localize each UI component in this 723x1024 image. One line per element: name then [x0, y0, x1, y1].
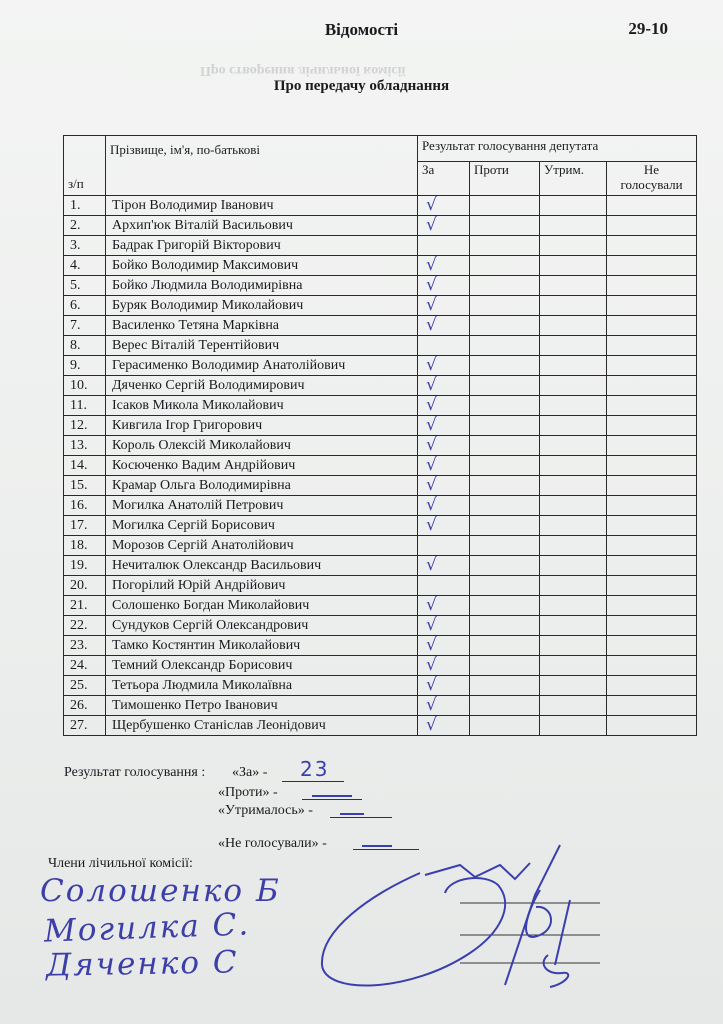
result-utrym-label: «Утрималось» -	[218, 803, 313, 818]
vote-za-cell	[418, 636, 470, 656]
vote-utrym-cell	[540, 496, 607, 516]
row-number: 16.	[64, 496, 106, 516]
row-number: 9.	[64, 356, 106, 376]
col-header-utrym: Утрим.	[540, 161, 607, 195]
check-mark-icon: √	[426, 715, 437, 735]
vote-proty-cell	[470, 316, 540, 336]
deputy-name: Герасименко Володимир Анатолійович	[106, 356, 418, 376]
deputy-name: Темний Олександр Борисович	[106, 656, 418, 676]
check-mark-icon: √	[426, 435, 437, 455]
signature-scribble	[300, 835, 630, 1000]
table-row	[64, 436, 697, 456]
table-row	[64, 336, 697, 356]
col-header-proty: Проти	[470, 161, 540, 195]
vote-ne-cell	[607, 376, 697, 396]
row-number: 3.	[64, 236, 106, 256]
vote-utrym-cell	[540, 456, 607, 476]
row-number: 4.	[64, 256, 106, 276]
table-row	[64, 236, 697, 256]
vote-proty-cell	[470, 556, 540, 576]
vote-za-cell	[418, 276, 470, 296]
row-number: 21.	[64, 596, 106, 616]
row-number: 8.	[64, 336, 106, 356]
vote-proty-cell	[470, 296, 540, 316]
vote-proty-cell	[470, 576, 540, 596]
table-row	[64, 576, 697, 596]
vote-utrym-cell	[540, 616, 607, 636]
check-mark-icon: √	[426, 255, 437, 275]
vote-utrym-cell	[540, 336, 607, 356]
row-number: 23.	[64, 636, 106, 656]
check-mark-icon: √	[426, 475, 437, 495]
deputy-name: Бойко Людмила Володимирівна	[106, 276, 418, 296]
handwritten-name-3: Дяченко С	[45, 944, 239, 984]
vote-utrym-cell	[540, 376, 607, 396]
table-row	[64, 476, 697, 496]
deputy-name: Косюченко Вадим Андрійович	[106, 456, 418, 476]
vote-proty-cell	[470, 356, 540, 376]
vote-ne-cell	[607, 436, 697, 456]
vote-ne-cell	[607, 316, 697, 336]
check-mark-icon: √	[426, 615, 437, 635]
deputy-name: Щербушенко Станіслав Леонідович	[106, 716, 418, 736]
deputy-name: Буряк Володимир Миколайович	[106, 296, 418, 316]
table-row	[64, 256, 697, 276]
check-mark-icon: √	[426, 455, 437, 475]
vote-proty-cell	[470, 716, 540, 736]
deputy-name: Сундуков Сергій Олександрович	[106, 616, 418, 636]
deputy-name: Погорілий Юрій Андрійович	[106, 576, 418, 596]
row-number: 15.	[64, 476, 106, 496]
vote-utrym-cell	[540, 716, 607, 736]
vote-proty-cell	[470, 196, 540, 216]
check-mark-icon: √	[426, 555, 437, 575]
vote-proty-cell	[470, 336, 540, 356]
check-mark-icon: √	[426, 515, 437, 535]
vote-utrym-cell	[540, 636, 607, 656]
row-number: 14.	[64, 456, 106, 476]
col-header-ne-line1: Не	[643, 161, 660, 177]
vote-ne-cell	[607, 576, 697, 596]
vote-proty-cell	[470, 476, 540, 496]
vote-proty-cell	[470, 276, 540, 296]
table-row	[64, 696, 697, 716]
vote-za-cell	[418, 396, 470, 416]
vote-ne-cell	[607, 616, 697, 636]
row-number: 20.	[64, 576, 106, 596]
vote-utrym-cell	[540, 276, 607, 296]
table-row	[64, 276, 697, 296]
vote-table-body	[64, 196, 697, 736]
vote-za-cell	[418, 296, 470, 316]
vote-za-cell	[418, 236, 470, 256]
result-ne-label: «Не голосували» -	[218, 836, 327, 851]
row-number: 27.	[64, 716, 106, 736]
row-number: 12.	[64, 416, 106, 436]
row-number: 13.	[64, 436, 106, 456]
check-mark-icon: √	[426, 315, 437, 335]
vote-ne-cell	[607, 716, 697, 736]
vote-proty-cell	[470, 456, 540, 476]
deputy-name: Могилка Сергій Борисович	[106, 516, 418, 536]
vote-za-cell	[418, 316, 470, 336]
table-row	[64, 196, 697, 216]
deputy-name: Дяченко Сергій Володимирович	[106, 376, 418, 396]
deputy-name: Тетьора Людмила Миколаївна	[106, 676, 418, 696]
table-row	[64, 296, 697, 316]
vote-za-cell	[418, 336, 470, 356]
deputy-name: Нечиталюк Олександр Васильович	[106, 556, 418, 576]
deputy-name: Морозов Сергій Анатолійович	[106, 536, 418, 556]
vote-za-cell	[418, 216, 470, 236]
row-number: 24.	[64, 656, 106, 676]
deputy-name: Могилка Анатолій Петрович	[106, 496, 418, 516]
deputy-name: Верес Віталій Терентійович	[106, 336, 418, 356]
vote-utrym-cell	[540, 196, 607, 216]
check-mark-icon: √	[426, 395, 437, 415]
table-row	[64, 456, 697, 476]
vote-utrym-cell	[540, 656, 607, 676]
vote-utrym-cell	[540, 516, 607, 536]
vote-za-cell	[418, 196, 470, 216]
vote-utrym-cell	[540, 436, 607, 456]
deputy-name: Архип'юк Віталій Васильович	[106, 216, 418, 236]
vote-za-cell	[418, 596, 470, 616]
vote-utrym-cell	[540, 416, 607, 436]
col-header-name: Прізвище, ім'я, по-батькові	[106, 136, 418, 196]
col-header-za: За	[418, 161, 470, 195]
table-row	[64, 316, 697, 336]
vote-za-cell	[418, 576, 470, 596]
row-number: 25.	[64, 676, 106, 696]
vote-utrym-cell	[540, 676, 607, 696]
deputy-name: Бадрак Григорій Вікторович	[106, 236, 418, 256]
vote-proty-cell	[470, 436, 540, 456]
vote-proty-cell	[470, 416, 540, 436]
vote-ne-cell	[607, 556, 697, 576]
check-mark-icon: √	[426, 355, 437, 375]
vote-ne-cell	[607, 596, 697, 616]
check-mark-icon: √	[426, 635, 437, 655]
table-row	[64, 676, 697, 696]
row-number: 2.	[64, 216, 106, 236]
vote-utrym-cell	[540, 256, 607, 276]
vote-ne-cell	[607, 636, 697, 656]
vote-utrym-cell	[540, 596, 607, 616]
vote-za-cell	[418, 616, 470, 636]
vote-utrym-cell	[540, 296, 607, 316]
vote-utrym-cell	[540, 696, 607, 716]
document-subtitle: Про передачу обладнання	[273, 78, 450, 94]
vote-ne-cell	[607, 336, 697, 356]
row-number: 10.	[64, 376, 106, 396]
vote-proty-cell	[470, 596, 540, 616]
check-mark-icon: √	[426, 655, 437, 675]
table-row	[64, 396, 697, 416]
result-za-label: «За» -	[232, 765, 268, 780]
table-row	[64, 536, 697, 556]
vote-ne-cell	[607, 356, 697, 376]
check-mark-icon: √	[426, 275, 437, 295]
result-utrym-line	[330, 817, 392, 818]
row-number: 7.	[64, 316, 106, 336]
vote-ne-cell	[607, 656, 697, 676]
deputy-name: Солошенко Богдан Миколайович	[106, 596, 418, 616]
row-number: 18.	[64, 536, 106, 556]
row-number: 5.	[64, 276, 106, 296]
handwritten-name-1: Солошенко Б	[40, 873, 281, 909]
vote-za-cell	[418, 536, 470, 556]
result-proty-label: «Проти» -	[218, 785, 278, 800]
vote-ne-cell	[607, 476, 697, 496]
vote-ne-cell	[607, 256, 697, 276]
vote-za-cell	[418, 656, 470, 676]
check-mark-icon: √	[426, 495, 437, 515]
result-za-value: 23	[300, 757, 330, 781]
check-mark-icon: √	[426, 295, 437, 315]
table-row	[64, 716, 697, 736]
vote-za-cell	[418, 356, 470, 376]
vote-ne-cell	[607, 456, 697, 476]
table-row	[64, 636, 697, 656]
table-row	[64, 656, 697, 676]
check-mark-icon: √	[426, 595, 437, 615]
vote-proty-cell	[470, 236, 540, 256]
vote-utrym-cell	[540, 216, 607, 236]
vote-ne-cell	[607, 696, 697, 716]
vote-utrym-cell	[540, 536, 607, 556]
table-row	[64, 616, 697, 636]
vote-za-cell	[418, 256, 470, 276]
vote-za-cell	[418, 696, 470, 716]
vote-za-cell	[418, 456, 470, 476]
vote-proty-cell	[470, 376, 540, 396]
row-number: 22.	[64, 616, 106, 636]
vote-za-cell	[418, 496, 470, 516]
vote-utrym-cell	[540, 316, 607, 336]
check-mark-icon: √	[426, 695, 437, 715]
vote-utrym-cell	[540, 556, 607, 576]
vote-proty-cell	[470, 516, 540, 536]
vote-za-cell	[418, 716, 470, 736]
vote-ne-cell	[607, 196, 697, 216]
table-row	[64, 516, 697, 536]
col-header-number: з/п	[64, 136, 106, 196]
deputy-name: Бойко Володимир Максимович	[106, 256, 418, 276]
col-header-ne-line2: голосували	[620, 176, 683, 192]
vote-utrym-cell	[540, 576, 607, 596]
col-header-result: Результат голосування депутата	[418, 136, 697, 162]
vote-ne-cell	[607, 236, 697, 256]
row-number: 6.	[64, 296, 106, 316]
vote-utrym-cell	[540, 236, 607, 256]
deputy-name: Король Олексій Миколайович	[106, 436, 418, 456]
deputy-name: Крамар Ольга Володимирівна	[106, 476, 418, 496]
vote-utrym-cell	[540, 396, 607, 416]
table-row	[64, 216, 697, 236]
vote-proty-cell	[470, 536, 540, 556]
table-row	[64, 496, 697, 516]
deputy-name: Тамко Костянтин Миколайович	[106, 636, 418, 656]
deputy-name: Кивгила Ігор Григорович	[106, 416, 418, 436]
table-row	[64, 556, 697, 576]
result-proty-dash	[312, 795, 352, 797]
check-mark-icon: √	[426, 415, 437, 435]
vote-proty-cell	[470, 496, 540, 516]
vote-ne-cell	[607, 676, 697, 696]
deputy-name: Тірон Володимир Іванович	[106, 196, 418, 216]
col-header-ne-holosuvaly	[607, 161, 697, 195]
document-number: 29-10	[628, 19, 668, 38]
vote-proty-cell	[470, 396, 540, 416]
result-za-line	[282, 781, 344, 782]
check-mark-icon: √	[426, 215, 437, 235]
vote-za-cell	[418, 376, 470, 396]
vote-utrym-cell	[540, 476, 607, 496]
vote-ne-cell	[607, 216, 697, 236]
row-number: 19.	[64, 556, 106, 576]
vote-za-cell	[418, 436, 470, 456]
vote-proty-cell	[470, 616, 540, 636]
vote-ne-cell	[607, 296, 697, 316]
commission-label: Члени лічильної комісії:	[48, 856, 193, 871]
vote-proty-cell	[470, 676, 540, 696]
vote-za-cell	[418, 476, 470, 496]
bleed-through-text: Про створення лічильної комісії	[200, 63, 406, 78]
row-number: 1.	[64, 196, 106, 216]
result-proty-line	[302, 799, 362, 800]
vote-table	[63, 135, 697, 736]
table-row	[64, 596, 697, 616]
vote-proty-cell	[470, 696, 540, 716]
check-mark-icon: √	[426, 375, 437, 395]
document-title: Відомості	[324, 20, 399, 39]
deputy-name: Василенко Тетяна Марківна	[106, 316, 418, 336]
check-mark-icon: √	[426, 675, 437, 695]
vote-proty-cell	[470, 656, 540, 676]
vote-proty-cell	[470, 636, 540, 656]
vote-ne-cell	[607, 536, 697, 556]
vote-ne-cell	[607, 416, 697, 436]
vote-ne-cell	[607, 396, 697, 416]
vote-za-cell	[418, 416, 470, 436]
row-number: 11.	[64, 396, 106, 416]
table-row	[64, 356, 697, 376]
vote-ne-cell	[607, 276, 697, 296]
vote-za-cell	[418, 676, 470, 696]
vote-za-cell	[418, 516, 470, 536]
vote-proty-cell	[470, 256, 540, 276]
table-row	[64, 416, 697, 436]
handwritten-name-2: Могилка С.	[43, 906, 251, 950]
check-mark-icon: √	[426, 195, 437, 215]
result-utrym-dash	[340, 813, 364, 815]
deputy-name: Тимошенко Петро Іванович	[106, 696, 418, 716]
vote-ne-cell	[607, 496, 697, 516]
vote-ne-cell	[607, 516, 697, 536]
vote-proty-cell	[470, 216, 540, 236]
vote-za-cell	[418, 556, 470, 576]
deputy-name: Ісаков Микола Миколайович	[106, 396, 418, 416]
table-row	[64, 376, 697, 396]
row-number: 17.	[64, 516, 106, 536]
result-label: Результат голосування :	[64, 765, 206, 780]
vote-utrym-cell	[540, 356, 607, 376]
row-number: 26.	[64, 696, 106, 716]
